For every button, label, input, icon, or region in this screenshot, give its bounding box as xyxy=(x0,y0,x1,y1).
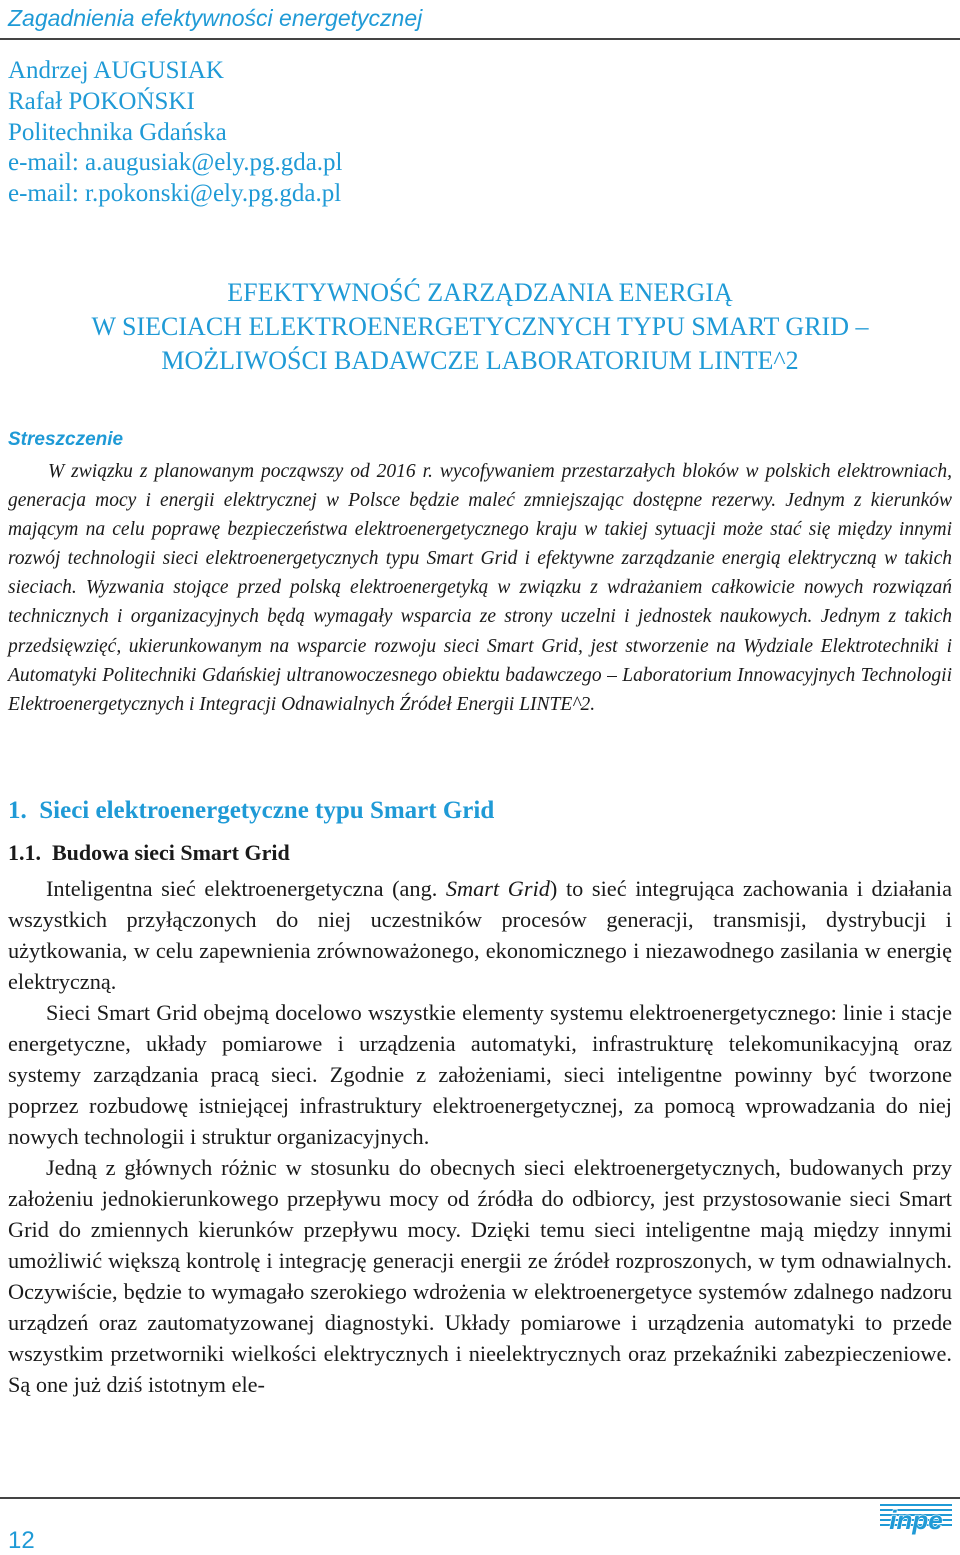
header-divider xyxy=(0,38,960,40)
body-text xyxy=(8,873,952,1400)
paragraph: Jedną z głównych różnic w stosunku do obecnych sieci elektroenergetycznych, budowanych przy założeniu jednokierunkowego przepływu mocy od źródła do odbiorcy, jest przystosowanie sieci Smart Grid do zmiennych kierunków przepływu mocy. Dzięki temu sieci inteligentne mają między innymi umożliwić większą kontrolę i integrację generacji energii ze źródeł rozproszonych, w tym odnawialnych. Oczywiście, będzie to wymagało szerokiego wdrożenia w elektroenergetyce systemów zdalnego nadzoru urządzeń oraz zautomatyzowanej diagnostyki. Układy pomiarowe i urządzenia automatyki to przede wszystkim przetworniki wielkości elektrycznych i nieelektrycznych oraz przekaźniki zabezpieczeniowe. Są one już dziś istotnym ele- xyxy=(8,1155,952,1397)
subsection-heading xyxy=(8,838,290,868)
title-line: W SIECIACH ELEKTROENERGETYCZNYCH TYPU SMART GRID – xyxy=(91,312,869,341)
footer-divider xyxy=(0,1497,960,1499)
paragraph-text: Inteligentna sieć elektroenergetyczna (ang. xyxy=(46,876,446,901)
title-line: MOŻLIWOŚCI BADAWCZE LABORATORIUM LINTE^2 xyxy=(161,346,799,375)
section-heading xyxy=(8,794,494,828)
affiliation: Politechnika Gdańska xyxy=(8,118,227,146)
subsection-title: Budowa sieci Smart Grid xyxy=(52,840,290,865)
author-name: Andrzej AUGUSIAK xyxy=(8,57,224,84)
abstract-heading: Streszczenie xyxy=(8,429,124,450)
author-email: e-mail: a.augusiak@ely.pg.gda.pl xyxy=(8,149,343,177)
section-number: 1. xyxy=(8,797,27,824)
abstract xyxy=(8,425,952,719)
author-name: Rafał POKOŃSKI xyxy=(8,87,195,115)
author-email: e-mail: r.pokonski@ely.pg.gda.pl xyxy=(8,180,342,208)
logo-text: inpe xyxy=(889,1505,943,1535)
article-title xyxy=(0,276,960,378)
paragraph-text: ) to sieć integrująca zachowania i działania wszystkich przyłączonych do niej uczestników procesów generacji, transmisji, dystrybucji i użytkowania, w celu zapewnienia zrównoważonego, ekonomicznego i niezawodnego zasilania w energię elektryczną. xyxy=(8,876,952,994)
page-number: 12 xyxy=(8,1527,35,1554)
title-line: EFEKTYWNOŚĆ ZARZĄDZANIA ENERGIĄ xyxy=(227,278,733,307)
paragraph: Sieci Smart Grid obejmą docelowo wszystkie elementy systemu elektroenergetycznego: linie i stacje energetyczne, układy pomiarowe i urządzenia automatyki, infrastrukturę telekomunikacyjną oraz systemy zarządzania pracą sieci. Zgodnie z założeniami, sieci inteligentne powinny być tworzone poprzez rozbudowę istniejącej infrastruktury elektroenergetycznej, za pomocą wprowadzania do niej nowych technologii i struktur organizacyjnych. xyxy=(8,1000,952,1149)
journal-section-header: Zagadnienia efektywności energetycznej xyxy=(8,5,423,31)
publisher-logo xyxy=(880,1500,952,1536)
section-title: Sieci elektroenergetyczne typu Smart Grid xyxy=(39,797,495,824)
author-block xyxy=(8,56,343,210)
subsection-number: 1.1. xyxy=(8,840,41,865)
abstract-text: W związku z planowanym począwszy od 2016 r. wycofywaniem przestarzałych bloków w polskich elektrowniach, generacja mocy i energii elektrycznej w Polsce będzie maleć zmniejszając dostępne rezerwy. Jednym z kierunków mającym na celu poprawę bezpieczeństwa elektroenergetycznego kraju w takiej sytuacji może stać się między innymi rozwój technologii sieci elektroenergetycznych typu Smart Grid i efektywne zarządzanie energią elektryczną w takich sieciach. Wyzwania stojące przed polską elektroenergetyką w związku z wdrażaniem całkowicie nowych rozwiązań technicznych i organizacyjnych będą wymagały wsparcia ze strony uczelni i jednostek naukowych. Jednym z takich przedsięwzięć, ukierunkowanym na wsparcie rozwoju sieci Smart Grid, jest stworzenie na Wydziale Elektrotechniki i Automatyki Politechniki Gdańskiej ultranowoczesnego obiektu badawczego – Laboratorium Innowacyjnych Technologii Elektroenergetycznych i Integracji Odnawialnych Źródeł Energii LINTE^2. xyxy=(8,461,952,715)
term-emphasis: Smart Grid xyxy=(445,876,550,901)
paragraph xyxy=(8,873,952,997)
